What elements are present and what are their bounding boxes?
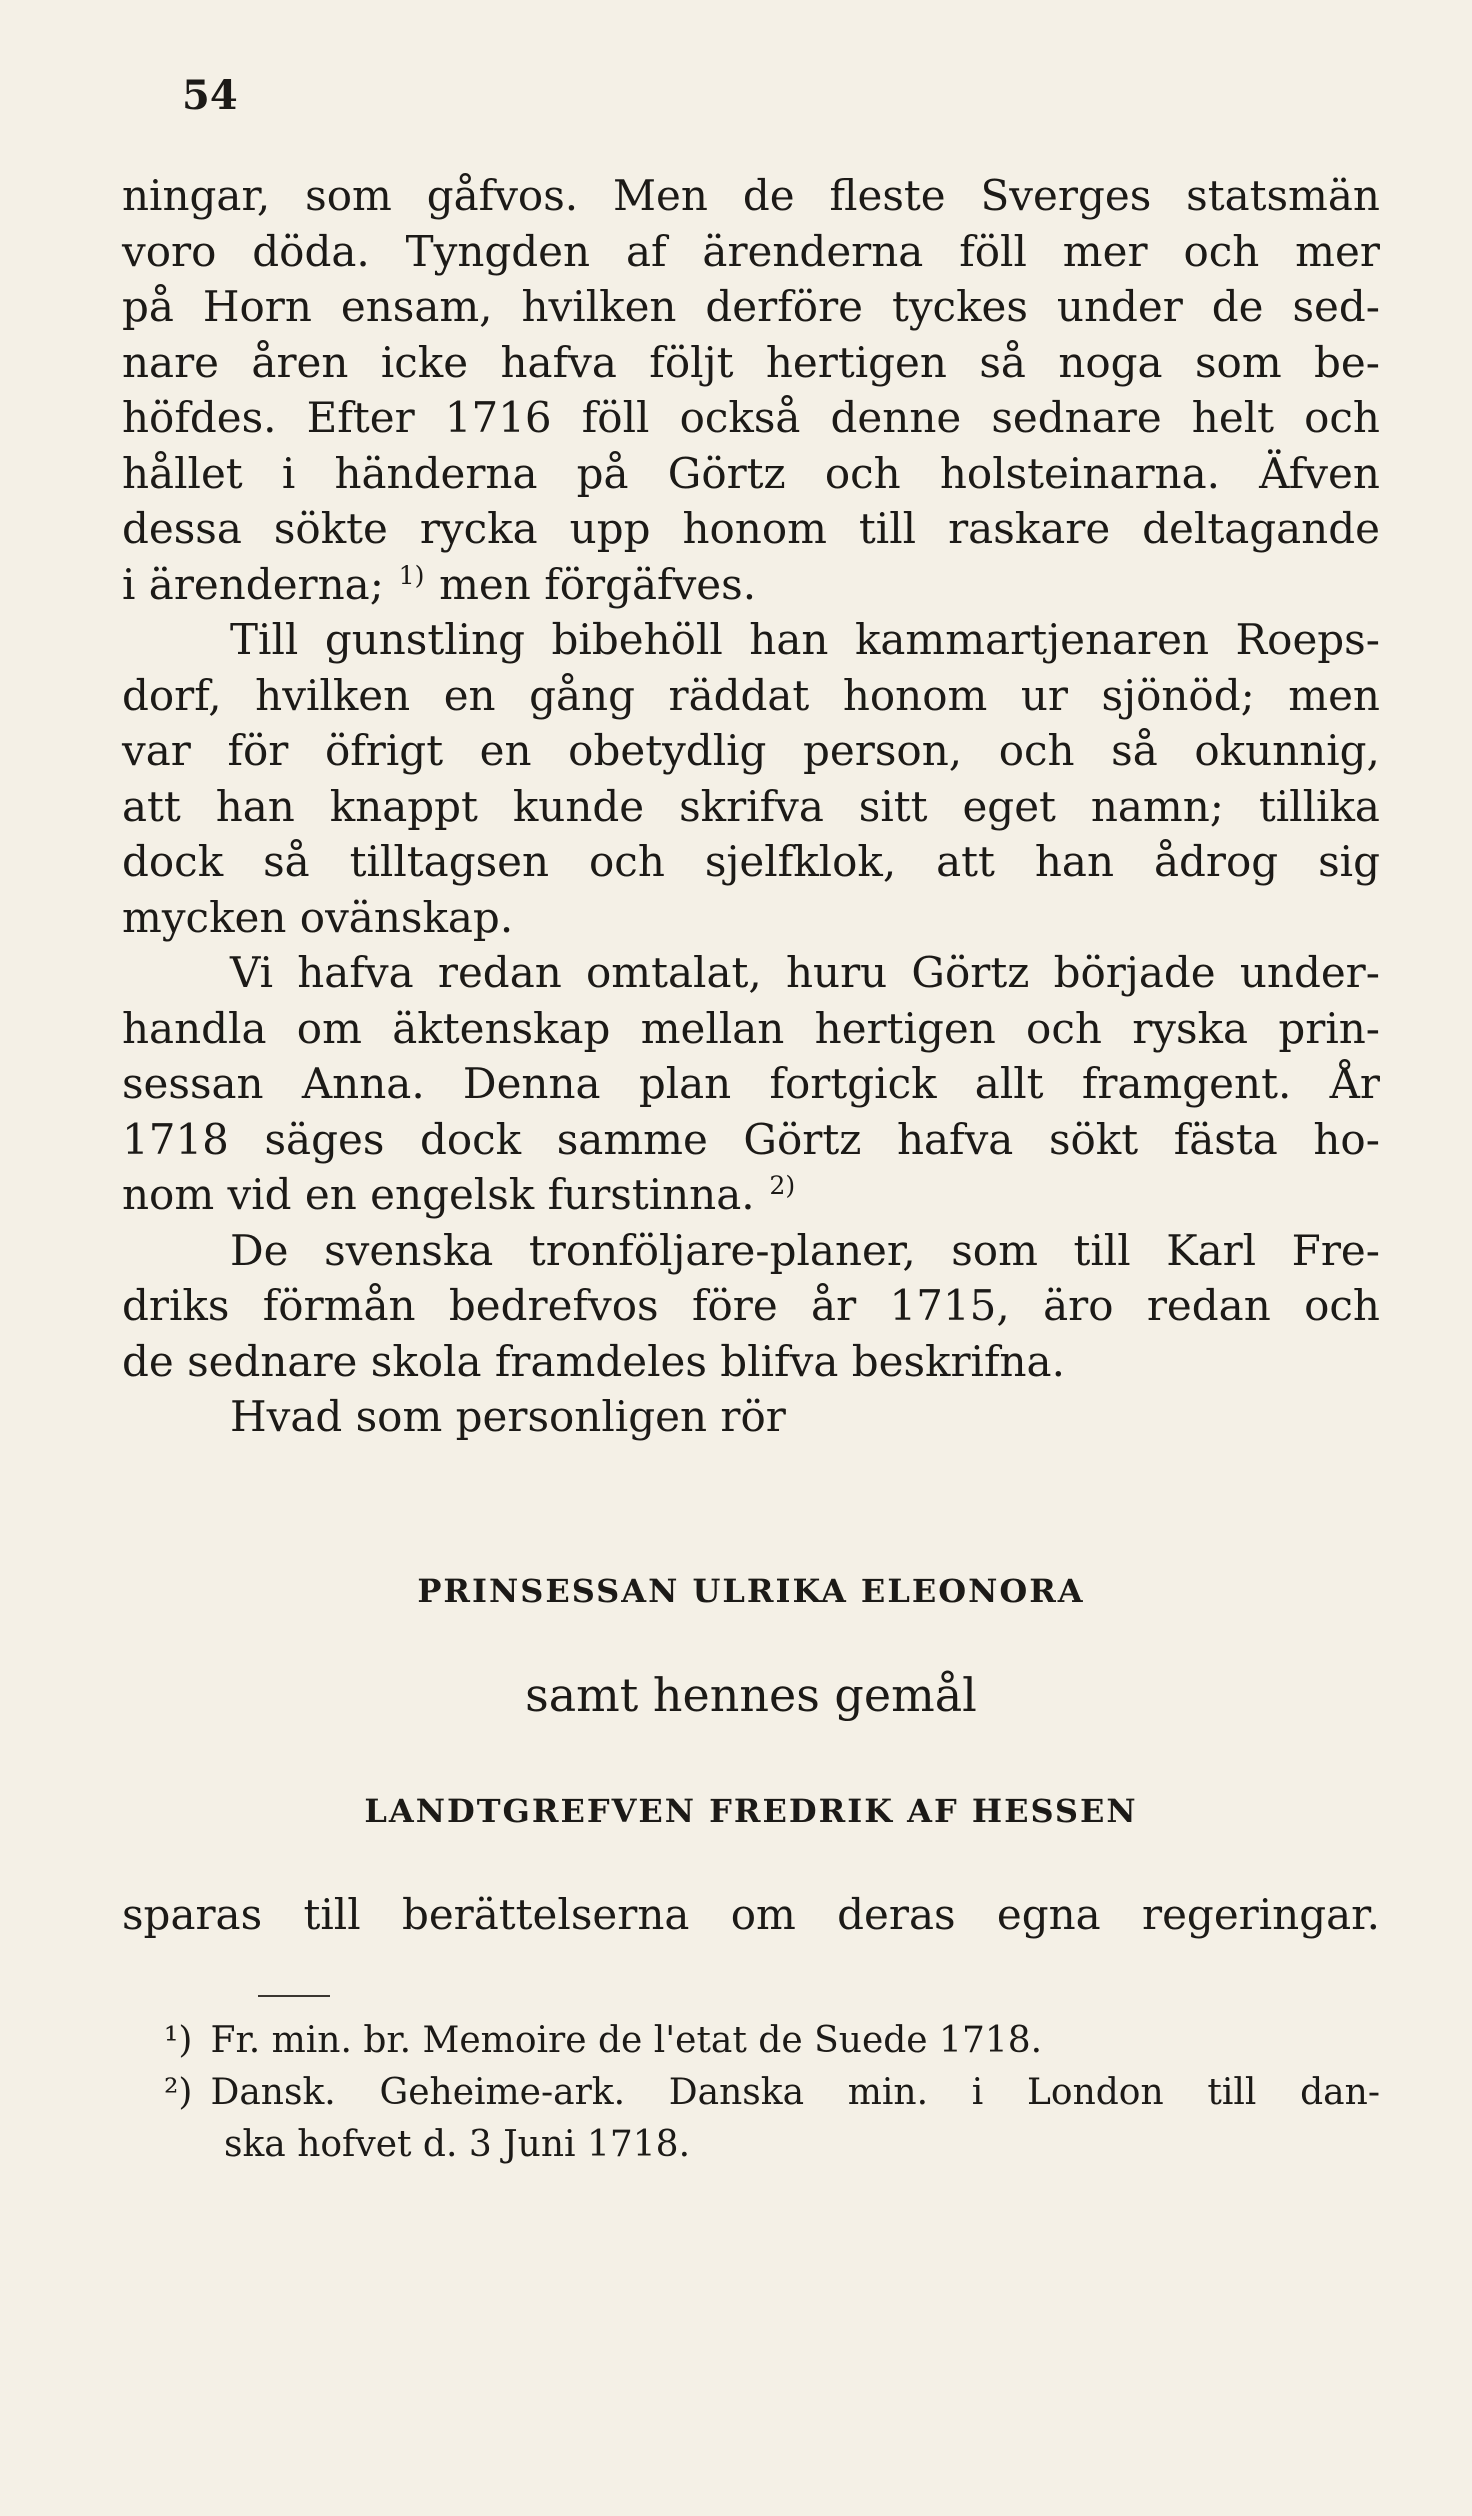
- word: före: [691, 1281, 778, 1330]
- word: Denna: [462, 1059, 601, 1108]
- section-heading-1: [122, 1572, 1380, 1610]
- word: han: [215, 781, 295, 831]
- word: min.: [847, 2072, 929, 2113]
- word: gång: [529, 670, 635, 720]
- word: åren: [251, 337, 349, 387]
- word: namn;: [1090, 781, 1224, 831]
- word: statsmän: [1186, 171, 1380, 220]
- word: sessan: [122, 1059, 264, 1108]
- word: hvilken: [521, 282, 677, 331]
- word: Anna.: [301, 1059, 425, 1108]
- word: gunstling: [324, 615, 526, 664]
- word: var: [122, 726, 191, 775]
- text-line: [122, 1112, 1380, 1168]
- word: till: [1073, 1225, 1131, 1275]
- word: Danska: [668, 2072, 805, 2113]
- word: hvilken: [255, 670, 411, 720]
- word: och: [1183, 226, 1260, 276]
- word: på: [576, 448, 629, 498]
- word: en: [479, 726, 532, 775]
- word: under: [1056, 282, 1183, 331]
- word: omtalat,: [586, 948, 762, 997]
- word: äro: [1043, 1281, 1114, 1330]
- word: obetydlig: [568, 726, 767, 775]
- word: döda.: [252, 226, 370, 276]
- word: ur: [1020, 670, 1068, 720]
- word: Vi: [230, 948, 274, 997]
- word: sjelfklok,: [704, 837, 897, 886]
- text-line: [122, 612, 1380, 668]
- word: De: [230, 1225, 289, 1275]
- word: handla: [122, 1003, 267, 1053]
- word: förmån: [262, 1281, 416, 1330]
- word: År: [1329, 1059, 1380, 1108]
- word: till: [858, 504, 917, 553]
- word: följt: [649, 337, 734, 387]
- text-line: [122, 1278, 1380, 1334]
- word: sjönöd;: [1101, 670, 1255, 720]
- heading-consort: samt hennes gemål: [525, 1668, 977, 1722]
- word: sökt: [1048, 1114, 1139, 1164]
- word: dan-: [1300, 2072, 1380, 2113]
- word: säges: [264, 1114, 385, 1164]
- word: denne: [830, 393, 962, 442]
- page-number: 54: [182, 72, 238, 119]
- word: fortgick: [769, 1059, 937, 1108]
- section-heading-3: [122, 1792, 1380, 1830]
- word: som: [305, 171, 392, 220]
- word: sitt: [858, 781, 928, 831]
- word: ensam,: [340, 282, 493, 331]
- text-fragment: nom vid en engelsk furstinna.: [122, 1170, 755, 1219]
- word: hertigen: [765, 337, 947, 387]
- word: berättelserna: [401, 1890, 690, 1939]
- word: han: [1034, 837, 1115, 886]
- text-line: [122, 779, 1380, 835]
- word: Men: [613, 171, 708, 220]
- word: fleste: [829, 171, 946, 220]
- word: kunde: [512, 781, 645, 831]
- word: och: [998, 726, 1075, 775]
- word: deras: [837, 1890, 956, 1939]
- text-line: [122, 1223, 1380, 1279]
- word: Geheime-ark.: [379, 2072, 626, 2113]
- word: Fre-: [1291, 1225, 1380, 1275]
- word: eget: [962, 781, 1056, 831]
- word: händerna: [334, 448, 538, 498]
- word: okunnig,: [1194, 726, 1380, 775]
- word: som: [951, 1225, 1038, 1275]
- text-line: [122, 1167, 1380, 1223]
- word: hafva: [896, 1114, 1014, 1164]
- word: Görtz: [911, 948, 1030, 997]
- word: och: [1304, 1281, 1380, 1330]
- word: Äfven: [1259, 448, 1380, 498]
- word: fästa: [1173, 1114, 1278, 1164]
- text-line: [122, 834, 1380, 890]
- word: hållet: [122, 448, 243, 498]
- heading-princess: PRINSESSAN ULRIKA ELEONORA: [417, 1572, 1085, 1610]
- word: om: [730, 1890, 796, 1939]
- word: sed-: [1292, 282, 1380, 331]
- word: 1715,: [889, 1281, 1010, 1330]
- word: som: [1194, 337, 1282, 387]
- word: regeringar.: [1142, 1890, 1380, 1939]
- word: driks: [122, 1281, 230, 1330]
- word: ådrog: [1153, 837, 1279, 886]
- word: så: [979, 337, 1026, 387]
- text-line: [122, 335, 1380, 391]
- word: hafva: [297, 948, 414, 997]
- word: tyckes: [891, 282, 1028, 331]
- text-line: de sednare skola framdeles blifva beskrifna.: [122, 1336, 1065, 1386]
- word: om: [296, 1003, 362, 1053]
- word: bedrefvos: [448, 1281, 659, 1330]
- word: att: [122, 781, 181, 831]
- word: plan: [638, 1059, 732, 1108]
- word: dessa: [122, 504, 242, 553]
- word: för: [227, 726, 289, 775]
- word: redan: [437, 948, 562, 997]
- footnote-mark: ²): [164, 2072, 193, 2113]
- footnote-ref: 2): [769, 1171, 796, 1200]
- word: ryska: [1132, 1003, 1249, 1053]
- word: och: [589, 837, 665, 886]
- word: egna: [996, 1890, 1101, 1939]
- word: knappt: [329, 781, 478, 831]
- word: och: [1304, 393, 1380, 442]
- word: öfrigt: [324, 726, 444, 775]
- word: samme: [556, 1114, 708, 1164]
- word: Horn: [202, 282, 312, 331]
- word: en: [443, 670, 496, 720]
- text-line: mycken ovänskap.: [122, 892, 514, 942]
- text-line: [122, 446, 1380, 502]
- word: tronföljare-planer,: [528, 1225, 916, 1275]
- word: Efter: [306, 393, 415, 442]
- word: honom: [682, 504, 827, 553]
- text-line: [122, 168, 1380, 224]
- word: gåfvos.: [426, 171, 579, 220]
- word: helt: [1191, 393, 1275, 442]
- word: dock: [122, 837, 224, 886]
- word: han: [749, 615, 829, 664]
- word: icke: [380, 337, 469, 387]
- word: de: [1211, 282, 1264, 331]
- word: men: [1288, 670, 1380, 720]
- word: och: [824, 448, 901, 498]
- word: derföre: [705, 282, 864, 331]
- word: äktenskap: [392, 1003, 611, 1053]
- word: upp: [569, 504, 651, 553]
- word: voro: [122, 226, 217, 276]
- word: hafva: [500, 337, 617, 387]
- word: Sverges: [980, 171, 1152, 220]
- word: tillika: [1258, 781, 1380, 831]
- word: sökte: [273, 504, 388, 553]
- word: Görtz: [667, 448, 786, 498]
- word: sig: [1318, 837, 1380, 886]
- word: kammartjenaren: [854, 615, 1210, 664]
- word: skrifva: [679, 781, 824, 831]
- text-line: [122, 390, 1380, 446]
- word: att: [936, 837, 995, 886]
- word: sednare: [991, 393, 1162, 442]
- body-text: [122, 168, 1380, 1445]
- word: huru: [785, 948, 888, 997]
- footnote-text: [210, 2067, 1380, 2119]
- word: nare: [122, 337, 220, 387]
- word: så: [1111, 726, 1158, 775]
- word: Görtz: [743, 1114, 862, 1164]
- word: rycka: [419, 504, 538, 553]
- text-line: [122, 723, 1380, 779]
- word: i: [281, 448, 296, 498]
- word: hertigen: [814, 1003, 996, 1053]
- section-heading-2: [122, 1668, 1380, 1722]
- word: redan: [1146, 1281, 1271, 1330]
- word: också: [679, 393, 801, 442]
- word: till: [1207, 2072, 1257, 2113]
- footnote-ref: 1): [398, 560, 425, 590]
- word: Karl: [1166, 1225, 1257, 1275]
- footnote-text: Fr. min. br. Memoire de l'etat de Suede 1718.: [210, 2020, 1043, 2061]
- word: började: [1053, 948, 1216, 997]
- word: sparas: [122, 1890, 263, 1939]
- word: 1716: [444, 393, 552, 442]
- text-fragment: i ärenderna;: [122, 559, 384, 609]
- word: i: [971, 2072, 984, 2113]
- text-line: [122, 1056, 1380, 1112]
- word: ningar,: [122, 171, 271, 220]
- word: Dansk.: [210, 2072, 336, 2113]
- text-line: [122, 668, 1380, 724]
- word: bibehöll: [551, 615, 723, 664]
- word: höfdes.: [122, 393, 277, 442]
- word: framgent.: [1081, 1059, 1292, 1108]
- text-fragment: men förgäfves.: [439, 559, 757, 609]
- word: så: [263, 837, 310, 886]
- word: Tyngden: [405, 226, 591, 276]
- heading-landgrave: LANDTGREFVEN FREDRIK AF HESSEN: [364, 1792, 1138, 1830]
- word: mer: [1295, 226, 1380, 276]
- footnote-divider: [258, 1995, 330, 1997]
- text-line: [122, 945, 1380, 1001]
- word: allt: [974, 1059, 1044, 1108]
- word: Till: [230, 615, 299, 664]
- word: 1718: [122, 1114, 229, 1164]
- footnote-1: [164, 2015, 1380, 2067]
- word: år: [811, 1281, 857, 1330]
- footnotes: [164, 2015, 1380, 2171]
- footnote-2: [164, 2067, 1380, 2119]
- word: tilltagsen: [349, 837, 550, 886]
- text-line: [122, 279, 1380, 335]
- word: under-: [1239, 948, 1380, 997]
- word: person,: [803, 726, 963, 775]
- word: mellan: [640, 1003, 785, 1053]
- word: noga: [1058, 337, 1163, 387]
- word: ho-: [1313, 1114, 1380, 1164]
- word: Roeps-: [1235, 615, 1380, 664]
- word: svenska: [324, 1225, 494, 1275]
- word: till: [303, 1890, 361, 1939]
- word: räddat: [668, 670, 810, 720]
- word: föll: [581, 393, 650, 442]
- word: ärenderna: [702, 226, 924, 276]
- word: prin-: [1278, 1003, 1380, 1053]
- word: raskare: [948, 504, 1111, 553]
- word: dorf,: [122, 670, 222, 720]
- text-line: [122, 557, 1380, 613]
- text-line: Hvad som personligen rör: [230, 1392, 786, 1441]
- word: holsteinarna.: [939, 448, 1220, 498]
- word: honom: [842, 670, 988, 720]
- word: London: [1027, 2072, 1164, 2113]
- word: på: [122, 282, 174, 331]
- text-line: [122, 1001, 1380, 1057]
- word: dock: [419, 1114, 522, 1164]
- word: mer: [1062, 226, 1148, 276]
- word: deltagande: [1142, 504, 1380, 553]
- word: de: [742, 171, 795, 220]
- word: föll: [959, 226, 1027, 276]
- footnote-2-cont: ska hofvet d. 3 Juni 1718.: [224, 2124, 691, 2165]
- word: af: [625, 226, 667, 276]
- word: och: [1026, 1003, 1102, 1053]
- footnote-mark: ¹): [164, 2020, 193, 2061]
- text-line: [122, 501, 1380, 557]
- closing-line: [122, 1890, 1380, 1939]
- word: be-: [1314, 337, 1380, 387]
- text-line: [122, 224, 1380, 280]
